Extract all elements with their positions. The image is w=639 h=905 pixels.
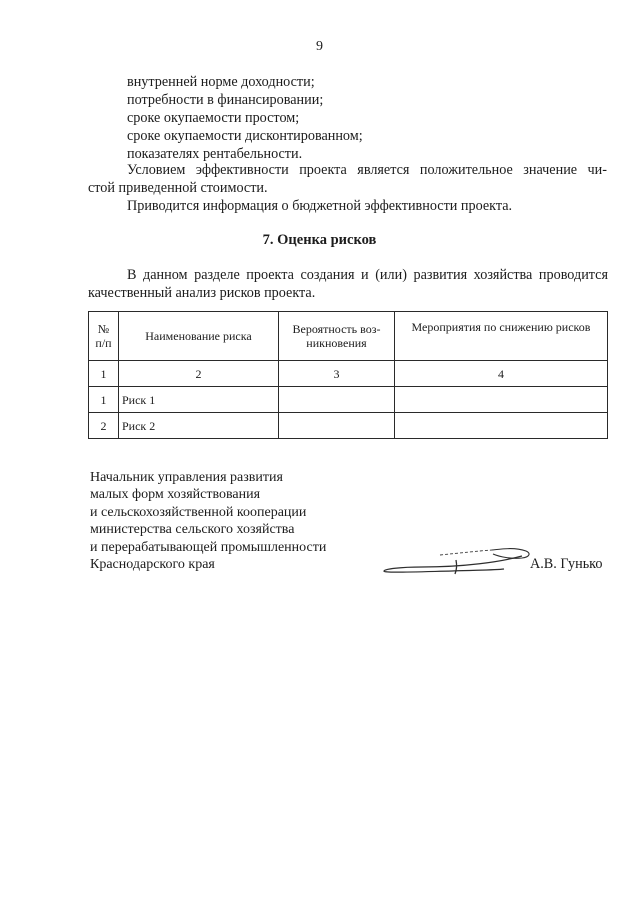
column-number: 3 <box>279 361 395 387</box>
measures-cell <box>395 413 608 439</box>
efficiency-condition-line-2: стой приведенной стоимости. <box>88 180 268 196</box>
table-row <box>89 413 608 439</box>
list-item: показателях рентабельности. <box>127 146 303 162</box>
list-item: внутренней норме доходности; <box>127 74 315 90</box>
section-intro-line-2: качественный анализ рисков проекта. <box>88 285 316 301</box>
row-num: 2 <box>89 413 119 439</box>
probability-cell <box>279 413 395 439</box>
header-risk-name: Наименование риска <box>119 312 279 361</box>
handwritten-signature <box>380 538 540 580</box>
position-line: и перерабатывающей промышленности <box>90 539 327 555</box>
position-line: министерства сельского хозяйства <box>90 522 295 538</box>
row-num: 1 <box>89 387 119 413</box>
risk-table <box>88 311 608 439</box>
list-item: сроке окупаемости дисконтированном; <box>127 128 363 144</box>
measures-cell <box>395 387 608 413</box>
probability-cell <box>279 387 395 413</box>
header-num: № п/п <box>89 312 119 361</box>
header-probability: Вероятность воз- никновения <box>279 312 395 361</box>
list-item: сроке окупаемости простом; <box>127 110 300 126</box>
page-number: 9 <box>316 39 323 54</box>
column-number: 2 <box>119 361 279 387</box>
column-number: 1 <box>89 361 119 387</box>
section-intro-line-1: В данном разделе проекта создания и (или) развития хозяйства проводится <box>127 267 608 283</box>
signatory-position <box>90 469 326 573</box>
table-row <box>89 387 608 413</box>
table-header-row <box>89 312 608 361</box>
risk-name-cell: Риск 2 <box>119 413 279 439</box>
list-item: потребности в финансировании; <box>127 92 324 108</box>
column-number: 4 <box>395 361 608 387</box>
position-line: малых форм хозяйствования <box>90 487 261 503</box>
position-line: Краснодарского края <box>90 557 215 573</box>
signer-name: А.В. Гунько <box>530 556 603 572</box>
section-heading: 7. Оценка рисков <box>262 232 377 248</box>
header-measures: Мероприятия по снижению рисков <box>395 312 608 361</box>
efficiency-condition-line-1: Условием эффективности проекта является положительное значение чи- <box>127 162 607 178</box>
budget-info-paragraph: Приводится информация о бюджетной эффективности проекта. <box>127 198 513 214</box>
risk-name-cell: Риск 1 <box>119 387 279 413</box>
position-line: Начальник управления развития <box>90 470 283 485</box>
column-number-row <box>89 361 608 387</box>
position-line: и сельскохозяйственной кооперации <box>90 504 307 520</box>
